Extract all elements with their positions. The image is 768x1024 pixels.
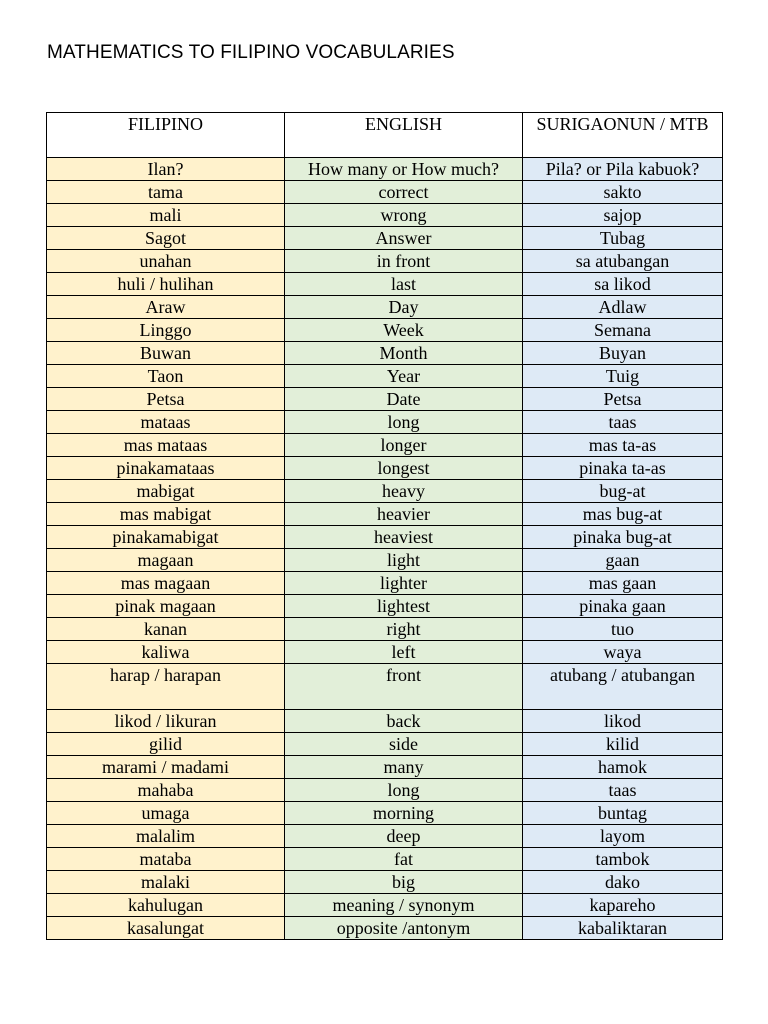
filipino-cell: Petsa xyxy=(47,388,285,411)
table-row xyxy=(47,894,723,917)
filipino-cell: kanan xyxy=(47,618,285,641)
header-english: ENGLISH xyxy=(285,113,523,158)
filipino-cell: mas magaan xyxy=(47,572,285,595)
surigaonun-cell: sajop xyxy=(523,204,723,227)
surigaonun-cell: kilid xyxy=(523,733,723,756)
filipino-cell: magaan xyxy=(47,549,285,572)
surigaonun-cell: hamok xyxy=(523,756,723,779)
table-row xyxy=(47,158,723,181)
table-row xyxy=(47,641,723,664)
table-row xyxy=(47,825,723,848)
table-row xyxy=(47,733,723,756)
filipino-cell: mataba xyxy=(47,848,285,871)
filipino-cell: Buwan xyxy=(47,342,285,365)
filipino-cell: umaga xyxy=(47,802,285,825)
surigaonun-cell: gaan xyxy=(523,549,723,572)
filipino-cell: kasalungat xyxy=(47,917,285,940)
surigaonun-cell: pinaka bug-at xyxy=(523,526,723,549)
english-cell: wrong xyxy=(285,204,523,227)
english-cell: heaviest xyxy=(285,526,523,549)
table-row xyxy=(47,779,723,802)
english-cell: lighter xyxy=(285,572,523,595)
english-cell: meaning / synonym xyxy=(285,894,523,917)
table-row xyxy=(47,296,723,319)
english-cell: Date xyxy=(285,388,523,411)
table-row xyxy=(47,710,723,733)
english-cell: right xyxy=(285,618,523,641)
table-row xyxy=(47,227,723,250)
table-row xyxy=(47,250,723,273)
filipino-cell: Ilan? xyxy=(47,158,285,181)
filipino-cell: marami / madami xyxy=(47,756,285,779)
english-cell: last xyxy=(285,273,523,296)
surigaonun-cell: sa atubangan xyxy=(523,250,723,273)
english-cell: longer xyxy=(285,434,523,457)
english-cell: fat xyxy=(285,848,523,871)
filipino-cell: mas mabigat xyxy=(47,503,285,526)
table-row xyxy=(47,802,723,825)
english-cell: lightest xyxy=(285,595,523,618)
table-row xyxy=(47,848,723,871)
table-row xyxy=(47,664,723,710)
surigaonun-cell: tambok xyxy=(523,848,723,871)
english-cell: long xyxy=(285,411,523,434)
header-surigaonun: SURIGAONUN / MTB xyxy=(523,113,723,158)
filipino-cell: pinakamabigat xyxy=(47,526,285,549)
page-title: MATHEMATICS TO FILIPINO VOCABULARIES xyxy=(47,42,455,63)
table-header-row xyxy=(47,113,723,158)
table-row xyxy=(47,595,723,618)
filipino-cell: mali xyxy=(47,204,285,227)
table-row xyxy=(47,181,723,204)
surigaonun-cell: Pila? or Pila kabuok? xyxy=(523,158,723,181)
filipino-cell: kahulugan xyxy=(47,894,285,917)
filipino-cell: gilid xyxy=(47,733,285,756)
table-row xyxy=(47,756,723,779)
table-row xyxy=(47,273,723,296)
surigaonun-cell: tuo xyxy=(523,618,723,641)
filipino-cell: likod / likuran xyxy=(47,710,285,733)
filipino-cell: Linggo xyxy=(47,319,285,342)
table-row xyxy=(47,411,723,434)
surigaonun-cell: bug-at xyxy=(523,480,723,503)
table-row xyxy=(47,365,723,388)
table-row xyxy=(47,204,723,227)
english-cell: deep xyxy=(285,825,523,848)
filipino-cell: mataas xyxy=(47,411,285,434)
filipino-cell: Sagot xyxy=(47,227,285,250)
english-cell: opposite /antonym xyxy=(285,917,523,940)
filipino-cell: kaliwa xyxy=(47,641,285,664)
filipino-cell: mas mataas xyxy=(47,434,285,457)
table-row xyxy=(47,319,723,342)
english-cell: side xyxy=(285,733,523,756)
surigaonun-cell: mas bug-at xyxy=(523,503,723,526)
surigaonun-cell: layom xyxy=(523,825,723,848)
filipino-cell: harap / harapan xyxy=(47,664,285,710)
table-row xyxy=(47,572,723,595)
surigaonun-cell: mas ta-as xyxy=(523,434,723,457)
english-cell: Month xyxy=(285,342,523,365)
table-row xyxy=(47,434,723,457)
english-cell: in front xyxy=(285,250,523,273)
english-cell: longest xyxy=(285,457,523,480)
surigaonun-cell: taas xyxy=(523,779,723,802)
table-row xyxy=(47,480,723,503)
surigaonun-cell: mas gaan xyxy=(523,572,723,595)
english-cell: big xyxy=(285,871,523,894)
filipino-cell: mahaba xyxy=(47,779,285,802)
surigaonun-cell: sakto xyxy=(523,181,723,204)
english-cell: Year xyxy=(285,365,523,388)
surigaonun-cell: atubang / atubangan xyxy=(523,664,723,710)
table-row xyxy=(47,549,723,572)
english-cell: Week xyxy=(285,319,523,342)
surigaonun-cell: pinaka ta-as xyxy=(523,457,723,480)
surigaonun-cell: waya xyxy=(523,641,723,664)
vocabulary-table xyxy=(46,112,723,940)
surigaonun-cell: Petsa xyxy=(523,388,723,411)
table-row xyxy=(47,342,723,365)
english-cell: morning xyxy=(285,802,523,825)
table-row xyxy=(47,526,723,549)
surigaonun-cell: Tuig xyxy=(523,365,723,388)
filipino-cell: malaki xyxy=(47,871,285,894)
table-body xyxy=(47,158,723,940)
surigaonun-cell: kabaliktaran xyxy=(523,917,723,940)
table-row xyxy=(47,503,723,526)
surigaonun-cell: sa likod xyxy=(523,273,723,296)
surigaonun-cell: kapareho xyxy=(523,894,723,917)
surigaonun-cell: Tubag xyxy=(523,227,723,250)
header-filipino: FILIPINO xyxy=(47,113,285,158)
english-cell: Answer xyxy=(285,227,523,250)
surigaonun-cell: pinaka gaan xyxy=(523,595,723,618)
filipino-cell: malalim xyxy=(47,825,285,848)
surigaonun-cell: taas xyxy=(523,411,723,434)
filipino-cell: Taon xyxy=(47,365,285,388)
english-cell: heavier xyxy=(285,503,523,526)
table-row xyxy=(47,457,723,480)
surigaonun-cell: dako xyxy=(523,871,723,894)
english-cell: front xyxy=(285,664,523,710)
table-row xyxy=(47,871,723,894)
filipino-cell: Araw xyxy=(47,296,285,319)
english-cell: Day xyxy=(285,296,523,319)
english-cell: heavy xyxy=(285,480,523,503)
english-cell: light xyxy=(285,549,523,572)
filipino-cell: unahan xyxy=(47,250,285,273)
english-cell: many xyxy=(285,756,523,779)
surigaonun-cell: Semana xyxy=(523,319,723,342)
surigaonun-cell: likod xyxy=(523,710,723,733)
filipino-cell: mabigat xyxy=(47,480,285,503)
filipino-cell: tama xyxy=(47,181,285,204)
english-cell: long xyxy=(285,779,523,802)
filipino-cell: pinakamataas xyxy=(47,457,285,480)
filipino-cell: huli / hulihan xyxy=(47,273,285,296)
english-cell: How many or How much? xyxy=(285,158,523,181)
surigaonun-cell: Buyan xyxy=(523,342,723,365)
table-row xyxy=(47,388,723,411)
table-row xyxy=(47,618,723,641)
english-cell: correct xyxy=(285,181,523,204)
english-cell: back xyxy=(285,710,523,733)
table-row xyxy=(47,917,723,940)
surigaonun-cell: buntag xyxy=(523,802,723,825)
english-cell: left xyxy=(285,641,523,664)
filipino-cell: pinak magaan xyxy=(47,595,285,618)
surigaonun-cell: Adlaw xyxy=(523,296,723,319)
